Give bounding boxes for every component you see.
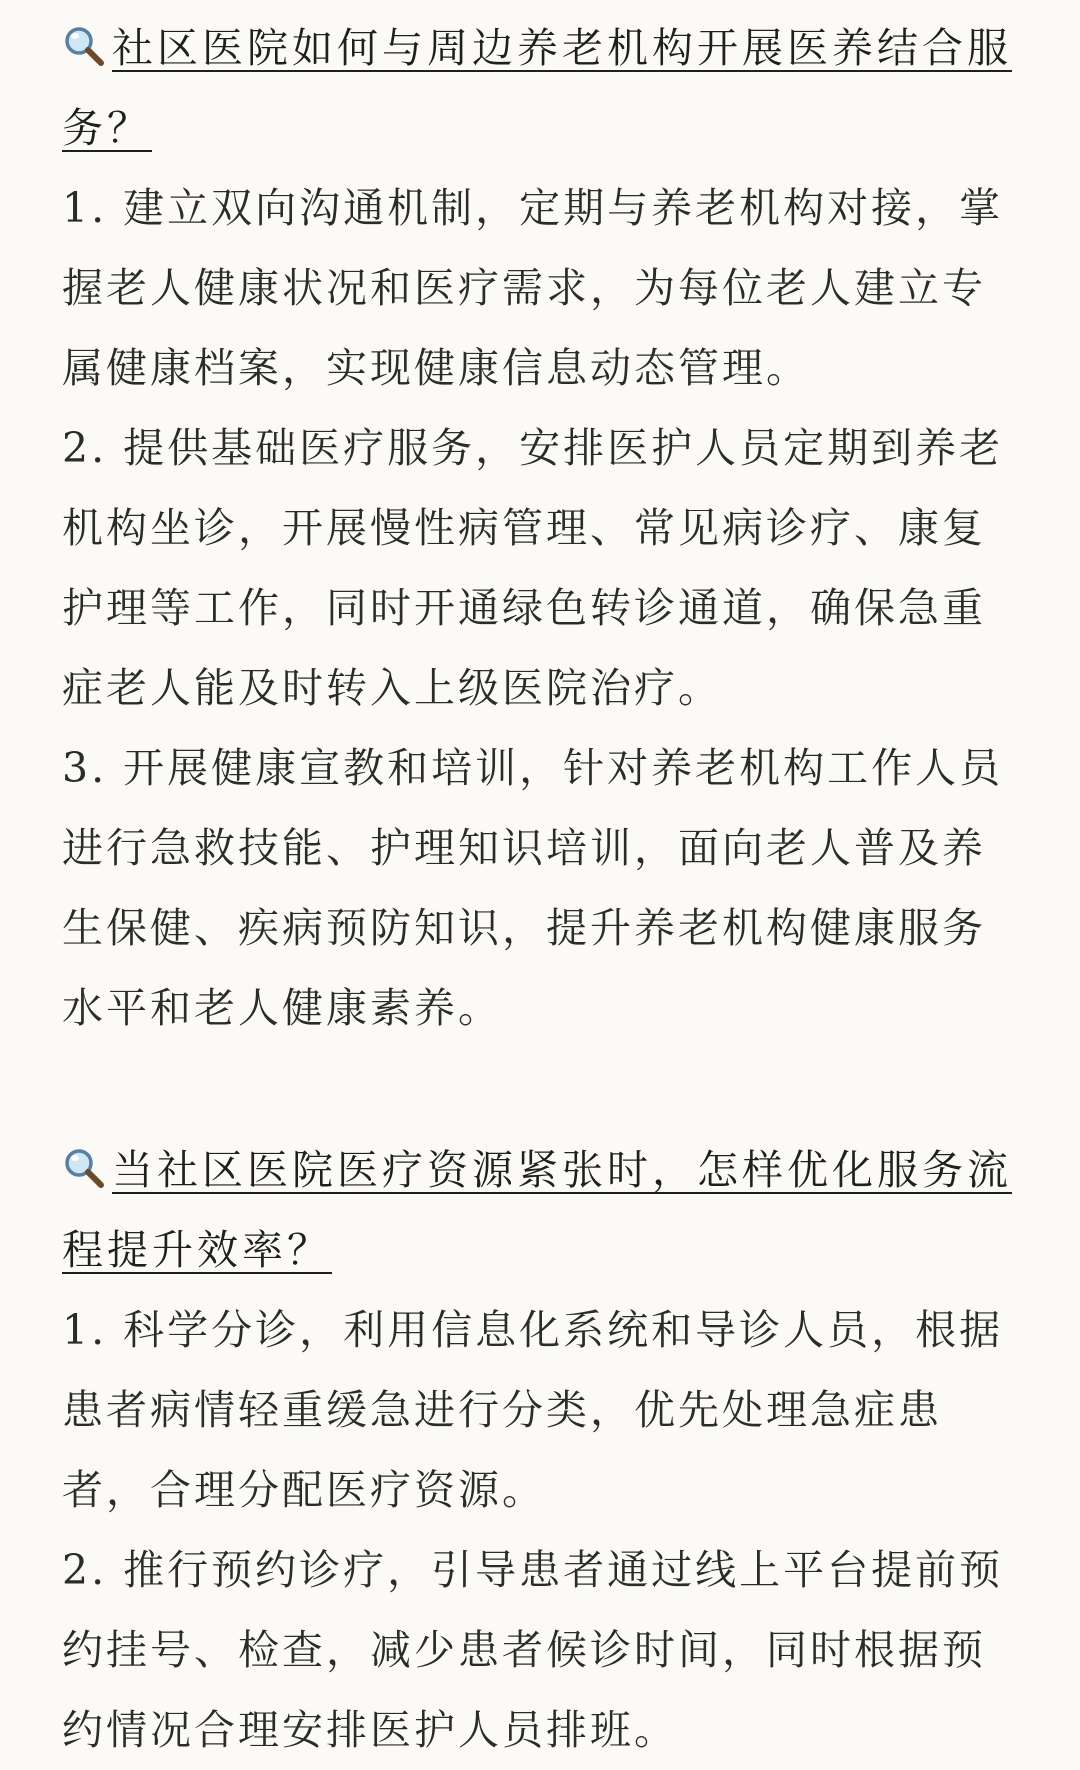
answer-point-2: 2. 推行预约诊疗，引导患者通过线上平台提前预约挂号、检查，减少患者候诊时间，同时根据预约情况合理安排医护人员排班。 <box>62 1546 1004 1754</box>
magnifier-icon <box>62 24 106 68</box>
answer-point-3: 3. 开展健康宣教和培训，针对养老机构工作人员进行急救技能、护理知识培训，面向老人普及养生保健、疾病预防知识，提升养老机构健康服务水平和老人健康素养。 <box>62 744 1004 1032</box>
answer-point-2: 2. 提供基础医疗服务，安排医护人员定期到养老机构坐诊，开展慢性病管理、常见病诊疗、康复护理等工作，同时开通绿色转诊通道，确保急重症老人能及时转入上级医院治疗。 <box>62 424 1004 712</box>
magnifier-icon <box>62 1146 106 1190</box>
answer-point-1: 1. 科学分诊，利用信息化系统和导诊人员，根据患者病情轻重缓急进行分类，优先处理急症患者，合理分配医疗资源。 <box>62 1306 1004 1514</box>
question-heading <box>62 8 1022 168</box>
qa-section-2 <box>62 1130 1022 1770</box>
answer-point-1: 1. 建立双向沟通机制，定期与养老机构对接，掌握老人健康状况和医疗需求，为每位老人建立专属健康档案，实现健康信息动态管理。 <box>62 184 1004 392</box>
question-text: 社区医院如何与周边养老机构开展医养结合服务？ <box>62 24 1012 152</box>
qa-section-1 <box>62 8 1022 1048</box>
question-heading <box>62 1130 1022 1290</box>
question-text: 当社区医院医疗资源紧张时，怎样优化服务流程提升效率？ <box>62 1146 1012 1274</box>
